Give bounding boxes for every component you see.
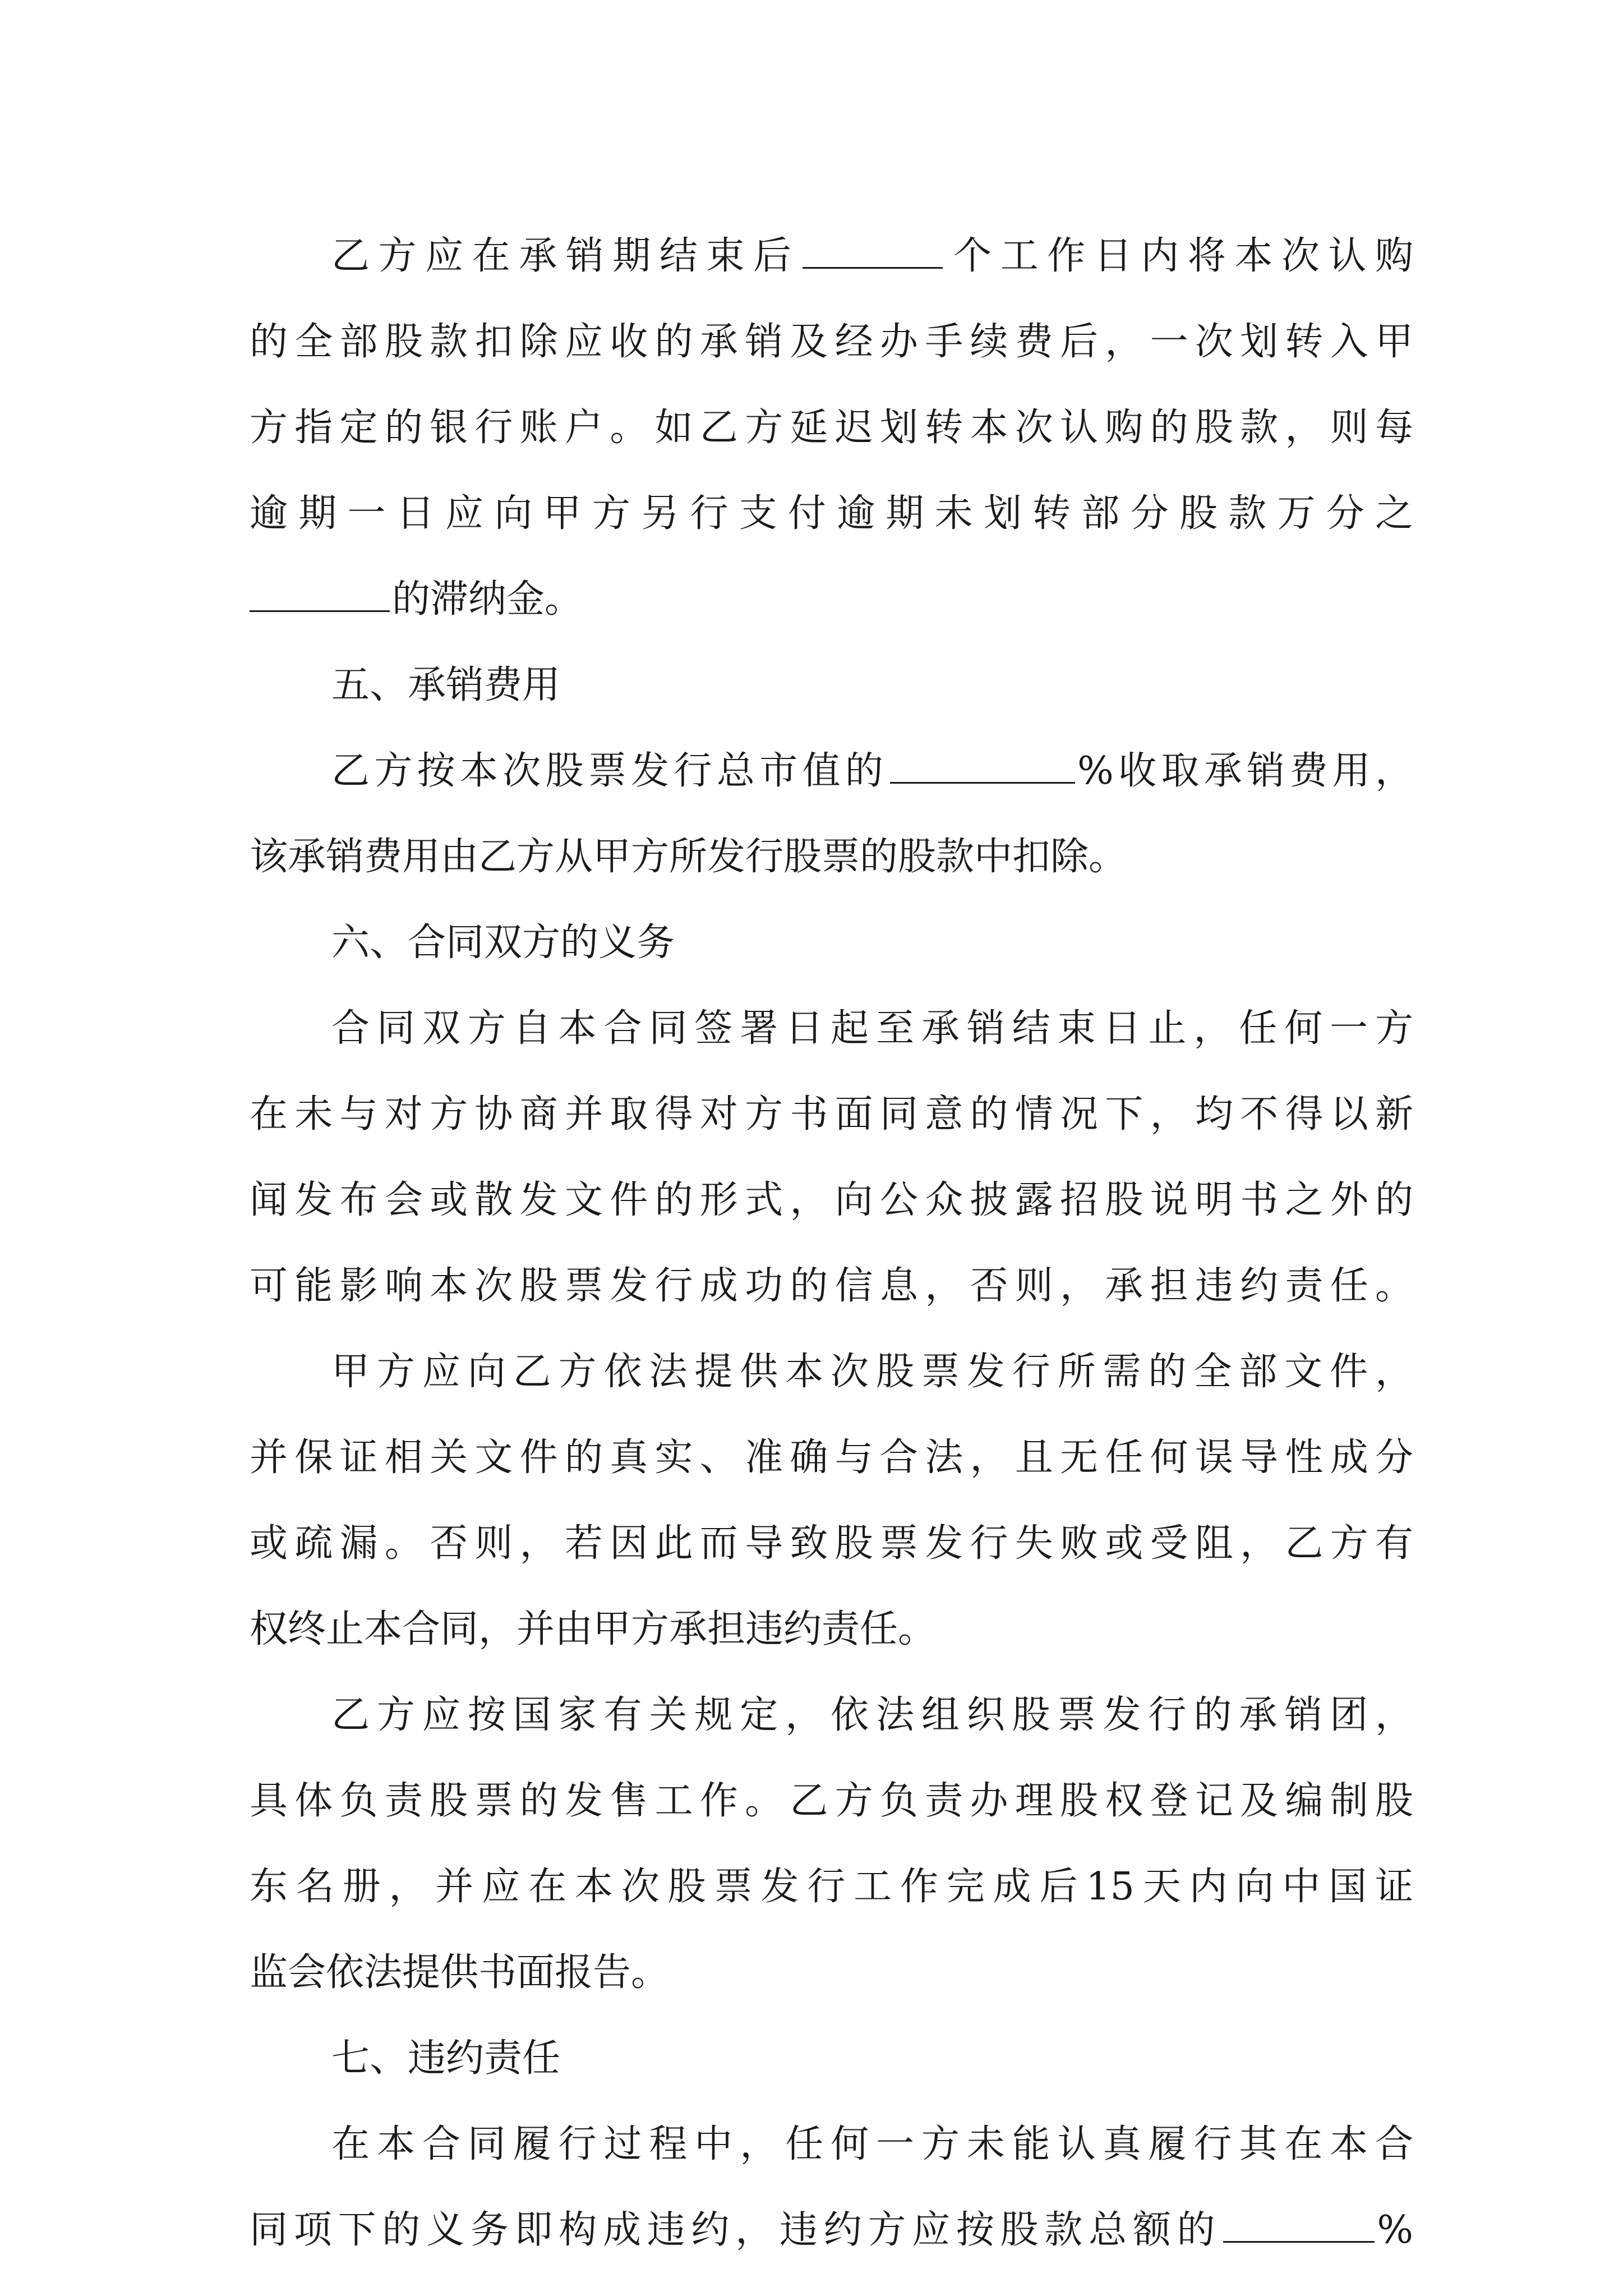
p2-line2: 该承销费用由乙方从甲方所发行股票的股款中扣除。 xyxy=(250,835,1127,879)
section-heading-7: 七、违约责任 xyxy=(331,2036,561,2081)
p3-line3: 闻发布会或散发文件的形式，向公众披露招股说明书之外的 xyxy=(250,1178,1413,1222)
p1-line4: 逾期一日应向甲方另行支付逾期未划转部分股款万分之 xyxy=(250,491,1413,536)
fill-blank-penalty-percent xyxy=(1223,2205,1375,2243)
p3-line1: 合同双方自本合同签署日起至承销结束日止，任何一方 xyxy=(331,1006,1413,1051)
p6-text-before-blank: 同项下的义务即构成违约，违约方应按股款总额的 xyxy=(250,2208,1221,2252)
p1-text-after-blank: 个工作日内将本次认购 xyxy=(944,234,1413,278)
p3-line4: 可能影响本次股票发行成功的信息，否则，承担违约责任。 xyxy=(250,1264,1413,1308)
section-heading-5: 五、承销费用 xyxy=(331,663,561,707)
p6-text-after-blank: % xyxy=(1377,2208,1413,2252)
p1-line5 xyxy=(250,556,1413,642)
p1-line1 xyxy=(250,213,1413,299)
p4-line3: 或疏漏。否则，若因此而导致股票发行失败或受阻，乙方有 xyxy=(250,1521,1413,1566)
p5-line2: 具体负责股票的发售工作。乙方负责办理股权登记及编制股 xyxy=(250,1779,1413,1823)
p5-line4: 监会依法提供书面报告。 xyxy=(250,1950,670,1995)
document-page xyxy=(250,213,1413,2273)
p4-line2: 并保证相关文件的真实、准确与合法，且无任何误导性成分 xyxy=(250,1435,1413,1480)
p2-line1 xyxy=(250,728,1413,814)
p5-line3: 东名册，并应在本次股票发行工作完成后15天内向中国证 xyxy=(250,1865,1413,1909)
p6-line1: 在本合同履行过程中，任何一方未能认真履行其在本合 xyxy=(331,2122,1413,2166)
p4-line4: 权终止本合同，并由甲方承担违约责任。 xyxy=(250,1607,937,1651)
p5-line1: 乙方应按国家有关规定，依法组织股票发行的承销团， xyxy=(331,1693,1413,1737)
fill-blank-fee-percent xyxy=(890,746,1075,784)
p2-text-before-blank: 乙方按本次股票发行总市值的 xyxy=(331,749,888,793)
p3-line2: 在未与对方协商并取得对方书面同意的情况下，均不得以新 xyxy=(250,1092,1413,1137)
p1-line2: 的全部股款扣除应收的承销及经办手续费后，一次划转入甲 xyxy=(250,320,1413,364)
fill-blank-days xyxy=(803,231,943,269)
p4-line1: 甲方应向乙方依法提供本次股票发行所需的全部文件， xyxy=(331,1350,1413,1394)
section-heading-6: 六、合同双方的义务 xyxy=(331,921,675,965)
p1-line3: 方指定的银行账户。如乙方延迟划转本次认购的股款，则每 xyxy=(250,406,1413,450)
p1-text-late-fee: 的滞纳金。 xyxy=(392,577,583,622)
fill-blank-late-fee xyxy=(250,574,390,612)
p1-text-before-blank: 乙方应在承销期结束后 xyxy=(331,234,800,278)
p2-text-after-blank: %收取承销费用， xyxy=(1077,749,1413,793)
p6-line2 xyxy=(250,2187,1413,2273)
